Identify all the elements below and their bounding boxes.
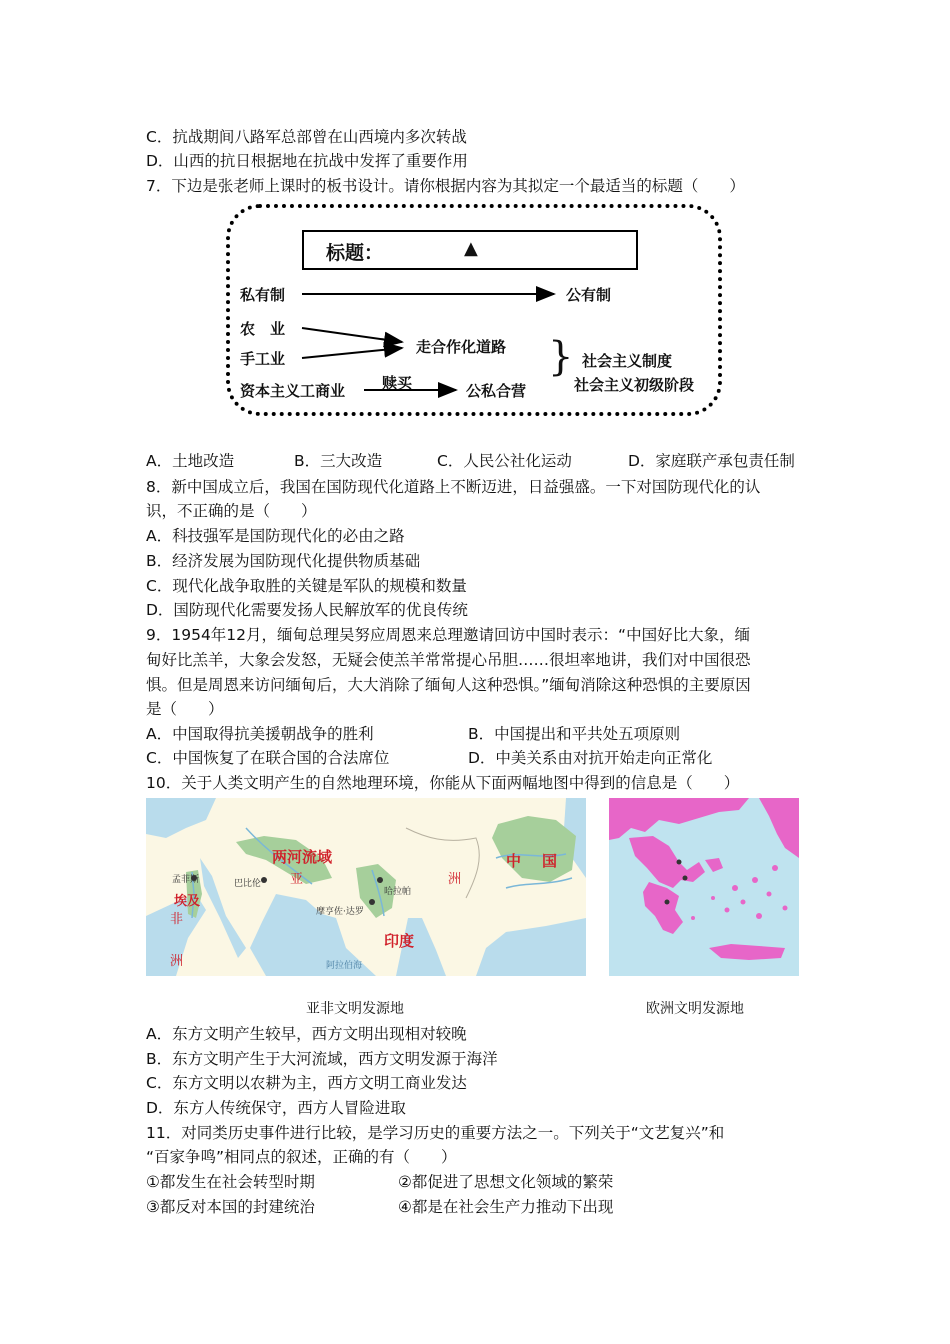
q11-item-2: ②都促进了思想文化领域的繁荣 [398,1173,614,1191]
board-result-1: 社会主义制度 [582,352,673,370]
q10-option-b: B．东方文明产生于大河流域，西方文明发源于海洋 [146,1050,498,1068]
q9-stem-3: 惧。但是周恩来访问缅甸后，大大消除了缅甸人这种恐惧。”缅甸消除这种恐惧的主要原因 [146,676,751,694]
q11-stem-1: 11．对同类历史事件进行比较，是学习历史的重要方法之一。下列关于“文艺复兴”和 [146,1124,725,1142]
board-redemption: 赎买 [382,374,413,392]
q9-option-b: B．中国提出和平共处五项原则 [468,725,681,743]
map-caption-asia-africa: 亚非文明发源地 [306,1001,404,1017]
map-label-mesopotamia: 两河流域 [272,848,333,866]
q6-option-d: D．山西的抗日根据地在抗战中发挥了重要作用 [146,152,468,170]
q9-stem-2: 甸好比羔羊，大象会发怒，无疑会使羔羊常常提心吊胆……很坦率地讲，我们对中国很恐 [146,651,751,669]
map-label-india: 印度 [384,932,415,950]
map-greece [609,798,799,976]
board-arrows [230,208,718,412]
map-label-harappa: 哈拉帕 [384,887,412,897]
q9-option-a: A．中国取得抗美援朝战争的胜利 [146,725,374,743]
map-label-china-2: 国 [542,852,558,870]
map-label-africa-1: 非 [170,912,184,927]
map-asia-africa [146,798,586,976]
board-title-marker: ▲ [464,238,478,259]
board-brace: } [548,334,574,380]
q10-stem: 10．关于人类文明产生的自然地理环境，你能从下面两幅地图中得到的信息是（ ） [146,774,740,792]
board-private: 私有制 [240,286,286,304]
q9-stem-1: 9．1954年12月，缅甸总理吴努应周恩来总理邀请回访中国时表示：“中国好比大象，缅 [146,626,751,644]
map-label-babylon: 巴比伦 [234,879,262,889]
q9-stem-4: 是（ ） [146,700,224,718]
q8-option-a: A．科技强军是国防现代化的必由之路 [146,527,405,545]
map-label-egypt: 埃及 [174,894,201,909]
q10-option-d: D．东方人传统保守，西方人冒险进取 [146,1099,406,1117]
map-label-arabian-sea: 阿拉伯海 [326,961,363,971]
board-joint: 公私合营 [466,382,527,400]
map-label-africa-2: 洲 [170,954,184,969]
blackboard-design [226,204,722,416]
map-label-memphis: 孟菲斯 [172,875,200,885]
q6-option-c: C．抗战期间八路军总部曾在山西境内多次转战 [146,128,467,146]
map-label-mohenjo-daro: 摩亨佐·达罗 [316,907,364,917]
arrow-agriculture [302,328,402,342]
board-agriculture: 农 业 [240,320,286,338]
map-asia-africa-graphic [146,798,586,976]
q11-stem-2: “百家争鸣”相同点的叙述，正确的有（ ） [146,1148,457,1166]
map-caption-europe: 欧洲文明发源地 [646,1001,744,1017]
board-capitalist: 资本主义工商业 [240,382,346,400]
board-public: 公有制 [566,286,612,304]
q11-item-4: ④都是在社会生产力推动下出现 [398,1198,614,1216]
q10-option-a: A．东方文明产生较早，西方文明出现相对较晚 [146,1025,467,1043]
q7-option-a: A．土地改造 [146,452,235,470]
board-title-label: 标题： [326,242,384,264]
board-cooperative: 走合作化道路 [416,338,507,356]
q7-option-b: B．三大改造 [294,452,383,470]
map-label-china-1: 中 [506,852,522,870]
q7-stem: 7．下边是张老师上课时的板书设计。请你根据内容为其拟定一个最适当的标题（ ） [146,177,745,195]
q8-option-c: C．现代化战争取胜的关键是军队的规模和数量 [146,577,467,595]
map-label-asia-2: 洲 [448,872,462,887]
q9-option-d: D．中美关系由对抗开始走向正常化 [468,749,713,767]
q7-option-c: C．人民公社化运动 [437,452,572,470]
q8-stem-2: 识，不正确的是（ ） [146,502,317,520]
q9-option-c: C．中国恢复了在联合国的合法席位 [146,749,390,767]
q11-item-1: ①都发生在社会转型时期 [146,1173,315,1191]
q8-stem-1: 8．新中国成立后，我国在国防现代化道路上不断迈进，日益强盛。一下对国防现代化的认 [146,478,761,496]
q11-item-3: ③都反对本国的封建统治 [146,1198,315,1216]
q10-option-c: C．东方文明以农耕为主，西方文明工商业发达 [146,1074,467,1092]
map-label-asia-1: 亚 [290,872,304,887]
q7-option-d: D．家庭联产承包责任制 [628,452,795,470]
map-greece-graphic [609,798,799,976]
board-result-2: 社会主义初级阶段 [574,376,695,394]
arrow-handicraft [302,348,402,358]
q8-option-d: D．国防现代化需要发扬人民解放军的优良传统 [146,601,468,619]
q8-option-b: B．经济发展为国防现代化提供物质基础 [146,552,421,570]
board-handicraft: 手工业 [240,350,286,368]
